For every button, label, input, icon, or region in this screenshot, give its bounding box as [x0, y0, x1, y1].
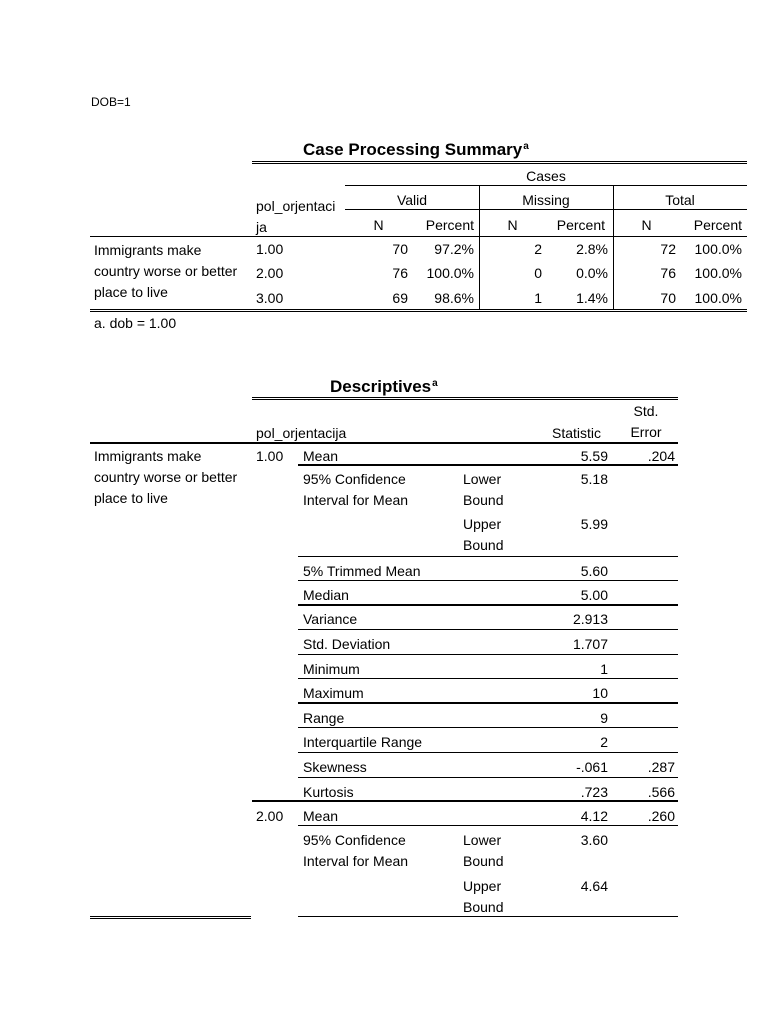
desc-row-stat: 2 [600, 734, 608, 750]
descriptives-header-rule [90, 442, 678, 444]
case-summary-top-rule [252, 161, 747, 164]
case-row-total-n: 72 [660, 241, 676, 257]
total-header: Total [665, 192, 695, 208]
case-row-total-pct: 100.0% [694, 290, 742, 306]
desc-row-label: Maximum [303, 685, 364, 701]
case-row-total-n: 70 [660, 290, 676, 306]
row-rule [298, 752, 678, 753]
desc-row-stat: 5.00 [580, 587, 608, 603]
total-percent-header: Percent [693, 217, 742, 233]
desc-ci-upper-stat: 4.64 [580, 878, 608, 894]
desc-ci-lower-label: Lower Bound [463, 471, 504, 508]
desc-row-label: Skewness [303, 759, 367, 775]
desc-row-se: .566 [647, 784, 675, 800]
case-row-total-pct: 100.0% [694, 241, 742, 257]
case-row-missing-n: 2 [534, 241, 542, 257]
case-row-total-n: 76 [660, 265, 676, 281]
case-summary-row-label: Immigrants make country worse or better place to live [94, 242, 238, 300]
case-summary-header-rule [90, 236, 747, 237]
desc-row-stat: 1 [600, 661, 608, 677]
case-row-valid-pct: 100.0% [426, 265, 474, 281]
desc-mean-stat: 5.59 [580, 448, 608, 464]
case-row-valid-n: 70 [392, 241, 408, 257]
row-rule [298, 825, 678, 826]
desc-ci-upper-label: Upper Bound [463, 516, 504, 553]
desc-ci-lower-stat: 5.18 [580, 471, 608, 487]
total-n-header: N [641, 217, 652, 233]
valid-header: Valid [396, 192, 428, 208]
missing-header: Missing [522, 192, 570, 208]
case-row-missing-n: 1 [534, 290, 542, 306]
row-rule [298, 464, 678, 466]
desc-ci-lower-stat: 3.60 [580, 832, 608, 848]
missing-n-header: N [507, 217, 518, 233]
row-rule [298, 777, 678, 778]
case-summary-group-var: pol_orjentaci ja [256, 198, 336, 235]
case-summary-footnote: a. dob = 1.00 [94, 315, 177, 331]
desc-mean-label: Mean [303, 808, 339, 824]
std-error-header: Std. Error [630, 403, 662, 440]
descriptives-title: Descriptives$^a$ [330, 377, 438, 396]
desc-row-label: 5% Trimmed Mean [303, 563, 421, 579]
desc-ci-upper-label: Upper Bound [463, 878, 504, 915]
statistic-header: Statistic [552, 425, 602, 441]
cases-header: Cases [526, 168, 566, 184]
descriptives-row-label: Immigrants make country worse or better place to live [94, 448, 238, 506]
row-rule [298, 916, 678, 917]
cases-rule [345, 185, 747, 186]
case-summary-title: Case Processing Summary$^a$ [303, 140, 529, 159]
desc-row-label: Interquartile Range [303, 734, 423, 750]
case-summary-bottom-rule [90, 309, 747, 312]
missing-percent-header: Percent [556, 217, 605, 233]
desc-mean-label: Mean [303, 448, 339, 464]
desc-mean-stat: 4.12 [580, 808, 608, 824]
desc-row-stat: -.061 [576, 759, 608, 775]
case-row-group: 2.00 [256, 265, 284, 281]
desc-group-label: 2.00 [256, 808, 284, 824]
row-rule [298, 580, 678, 581]
descriptives-top-rule [252, 397, 678, 400]
desc-row-label: Kurtosis [303, 784, 354, 800]
descriptives-group-var: pol_orjentacija [256, 425, 347, 441]
desc-row-label: Std. Deviation [303, 636, 391, 652]
desc-row-se: .287 [647, 759, 675, 775]
desc-ci-upper-stat: 5.99 [580, 516, 608, 532]
desc-row-stat: 10 [592, 685, 608, 701]
desc-row-stat: 1.707 [572, 636, 608, 652]
desc-mean-se: .260 [647, 808, 675, 824]
case-row-missing-pct: 1.4% [576, 290, 608, 306]
row-rule [298, 654, 678, 655]
desc-group-label: 1.00 [256, 448, 284, 464]
desc-ci-label: 95% Confidence Interval for Mean [303, 832, 409, 869]
row-rule [298, 678, 678, 679]
desc-row-stat: .723 [580, 784, 608, 800]
desc-row-label: Variance [303, 611, 358, 627]
case-row-group: 1.00 [256, 241, 284, 257]
row-rule [298, 727, 678, 728]
desc-ci-label: 95% Confidence Interval for Mean [303, 471, 409, 508]
desc-row-stat: 2.913 [572, 611, 608, 627]
desc-row-stat: 9 [600, 710, 608, 726]
desc-mean-se: .204 [647, 448, 675, 464]
case-row-missing-pct: 2.8% [576, 241, 608, 257]
case-row-total-pct: 100.0% [694, 265, 742, 281]
row-rule [298, 556, 678, 557]
case-row-valid-n: 76 [392, 265, 408, 281]
row-rule [298, 702, 678, 704]
desc-row-label: Range [303, 710, 345, 726]
subheader-rule [345, 209, 747, 210]
case-row-missing-pct: 0.0% [576, 265, 608, 281]
case-row-valid-pct: 98.6% [434, 290, 474, 306]
case-row-missing-n: 0 [534, 265, 542, 281]
desc-row-label: Median [303, 587, 349, 603]
desc-ci-lower-label: Lower Bound [463, 832, 504, 869]
valid-n-header: N [373, 217, 384, 233]
desc-row-label: Minimum [303, 661, 360, 677]
case-row-group: 3.00 [256, 290, 284, 306]
row-rule [298, 629, 678, 630]
row-rule [298, 604, 678, 606]
valid-percent-header: Percent [425, 217, 474, 233]
page-header: DOB=1 [91, 95, 131, 109]
group-rule [252, 800, 678, 802]
case-row-valid-pct: 97.2% [434, 241, 474, 257]
desc-row-stat: 5.60 [580, 563, 608, 579]
descriptives-bottom-rule [90, 916, 251, 919]
case-row-valid-n: 69 [392, 290, 408, 306]
